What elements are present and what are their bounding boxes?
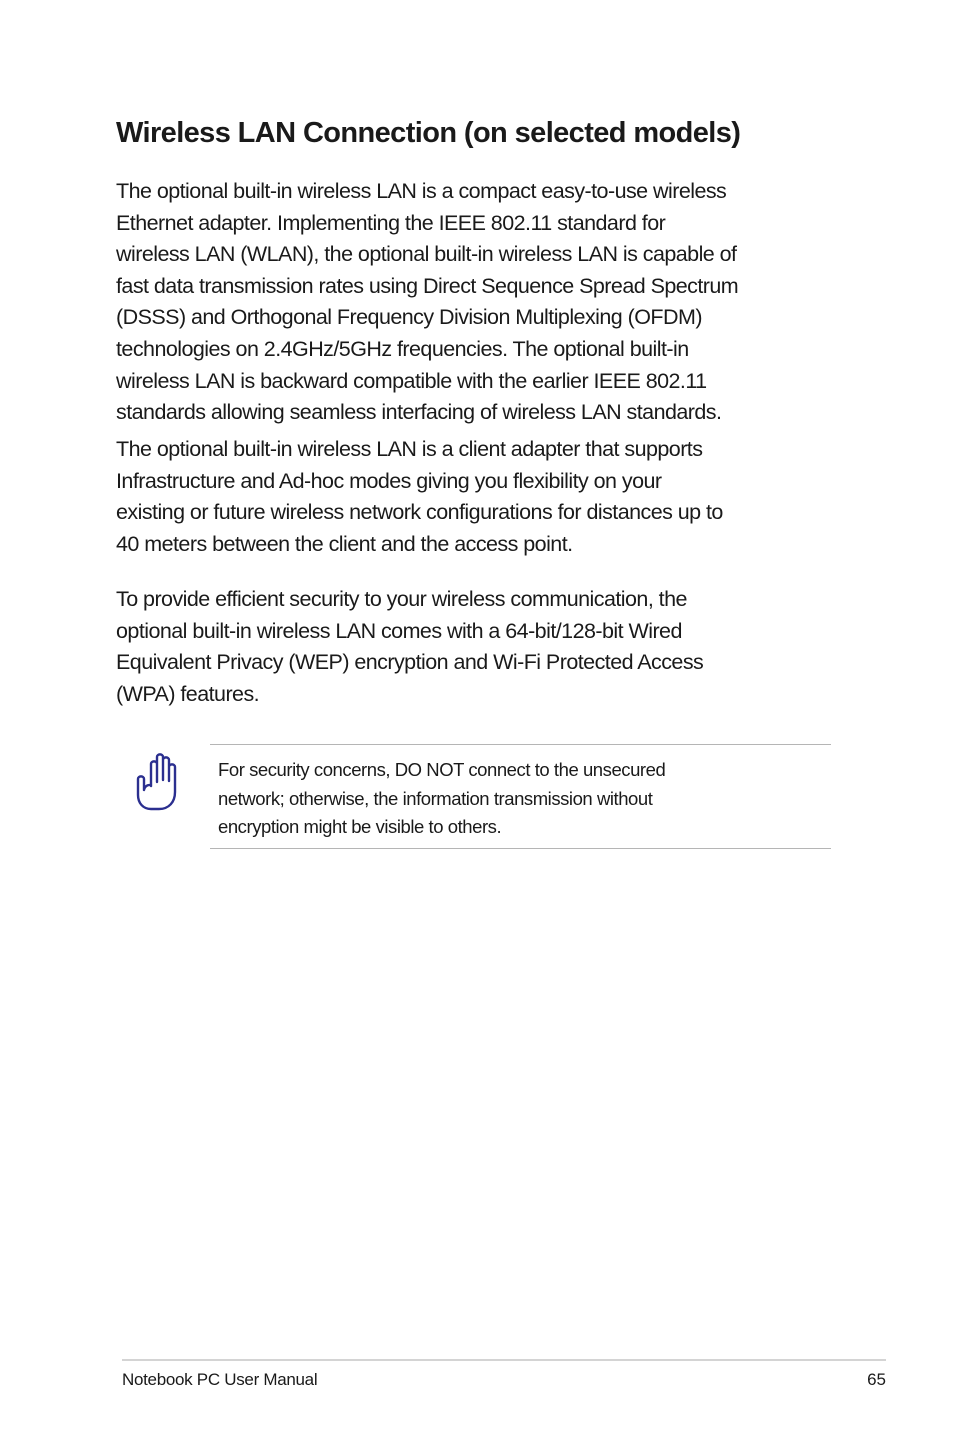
text-line: optional built-in wireless LAN comes with a 64-bit/128-bit Wired xyxy=(116,618,682,643)
note-line: For security concerns, DO NOT connect to the unsecured xyxy=(218,759,666,780)
text-line: The optional built-in wireless LAN is a client adapter that supports xyxy=(116,437,703,461)
note-divider-bottom xyxy=(210,848,831,849)
note-divider-top xyxy=(210,744,831,745)
text-line: standards allowing seamless interfacing of wireless LAN standards. xyxy=(116,400,722,425)
hand-stop-icon xyxy=(133,750,183,812)
text-line: fast data transmission rates using Direct Sequence Spread Spectrum xyxy=(116,273,739,298)
paragraph-security xyxy=(116,584,846,710)
text-line: wireless LAN is backward compatible with the earlier IEEE 802.11 xyxy=(116,368,707,393)
text-line: 40 meters between the client and the access point. xyxy=(116,531,573,556)
footer-divider xyxy=(122,1359,886,1361)
page-title: Wireless LAN Connection (on selected models) xyxy=(116,117,741,149)
text-line: (DSSS) and Orthogonal Frequency Division Multiplexing (OFDM) xyxy=(116,305,702,330)
note-line: network; otherwise, the information transmission without xyxy=(218,787,653,809)
security-note xyxy=(218,756,830,842)
text-line: technologies on 2.4GHz/5GHz frequencies. The optional built-in xyxy=(116,336,689,361)
text-line: existing or future wireless network configurations for distances up to xyxy=(116,500,723,525)
text-line: Equivalent Privacy (WEP) encryption and Wi-Fi Protected Access xyxy=(116,650,704,675)
text-line: Infrastructure and Ad-hoc modes giving you flexibility on your xyxy=(116,468,662,493)
note-line: encryption might be visible to others. xyxy=(218,816,502,837)
text-line: Ethernet adapter. Implementing the IEEE 802.11 standard for xyxy=(116,210,666,235)
paragraph-wireless-overview xyxy=(116,176,846,429)
text-line: To provide efficient security to your wireless communication, the xyxy=(116,587,687,611)
paragraph-client-adapter xyxy=(116,434,846,560)
footer-page-number: 65 xyxy=(867,1370,886,1389)
text-line: (WPA) features. xyxy=(116,681,260,706)
text-line: The optional built-in wireless LAN is a compact easy-to-use wireless xyxy=(116,179,727,203)
footer-manual-title: Notebook PC User Manual xyxy=(122,1370,318,1389)
text-line: wireless LAN (WLAN), the optional built-in wireless LAN is capable of xyxy=(116,242,737,267)
